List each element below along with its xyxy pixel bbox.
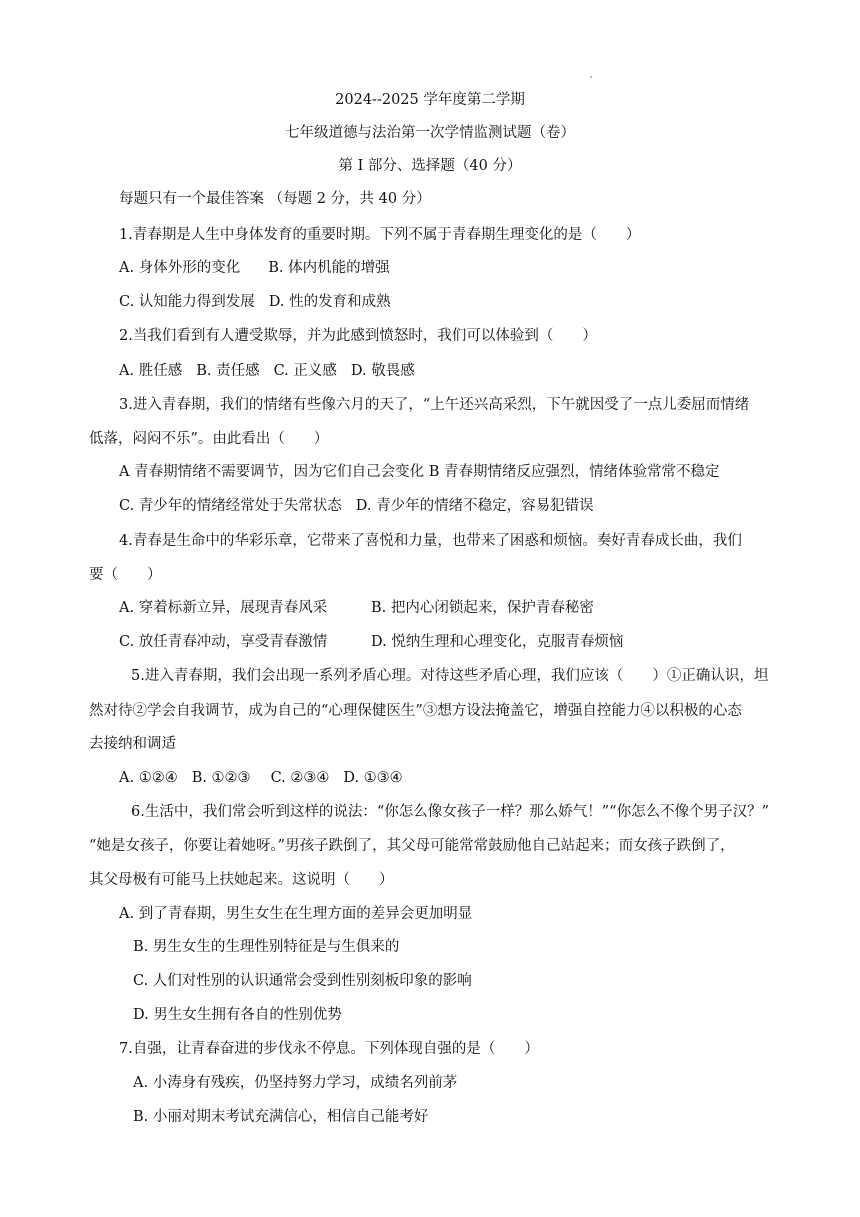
question-3-stem-line-1: 3.进入青春期，我们的情绪有些像六月的天了，“上午还兴高采烈，下午就因受了一点儿委屈而情绪 [119,397,750,413]
question-6-stem-line-3: 其父母极有可能马上扶她起来。这说明（ ） [89,872,394,888]
question-4-options-row-2 [119,632,623,652]
question-3-stem-line-2: 低落，闷闷不乐”。由此看出（ ） [89,431,329,447]
question-4-options-row-1 [119,598,594,618]
question-4-stem-line-2: 要（ ） [89,567,162,583]
question-6-option-d: D. 男生女生拥有各自的性别优势 [133,1007,342,1023]
option-a-b: A 青春期情绪不需要调节，因为它们自己会变化 B 青春期情绪反应强烈，情绪体验常常不稳定 [119,464,720,480]
instruction-text: 每题只有一个最佳答案 （每题 2 分，共 40 分） [119,191,431,207]
question-6-stem-line-2: “她是女孩子，你要让着她呀。”男孩子跌倒了，其父母可能常常鼓励他自己站起来；而女孩子跌倒了， [89,838,735,854]
option-c: C. 正义感 [273,363,337,379]
question-3-options-row-2 [119,496,594,516]
question-6-option-a: A. 到了青春期，男生女生在生理方面的差异会更加明显 [119,906,473,922]
question-4-stem-line-1: 4.青春是生命中的华彩乐章，它带来了喜悦和力量，也带来了困惑和烦恼。奏好青春成长曲，我们 [119,533,742,549]
option-d: D. 性的发育和成熟 [268,294,391,310]
question-5-stem-line-3: 去接纳和调适 [89,736,176,752]
question-7-stem: 7.自强，让青春奋进的步伐永不停息。下列体现自强的是（ ） [119,1041,539,1057]
option-a: A. ①②④ [119,770,178,786]
question-1-stem: 1.青春期是人生中身体发育的重要时期。下列不属于青春期生理变化的是（ ） [119,227,641,243]
option-c: C. 青少年的情绪经常处于失常状态 [119,498,342,514]
question-6-stem-line-1: 6.生活中，我们常会听到这样的说法：“你怎么像女孩子一样？那么娇气！”“你怎么不像个男子汉？” [131,804,769,820]
option-b: B. 把内心闭锁起来，保护青春秘密 [371,600,594,616]
question-6-option-c: C. 人们对性别的认识通常会受到性别刻板印象的影响 [133,973,472,989]
exam-title: 七年级道德与法治第一次学情监测试题（卷） [285,125,575,141]
question-5-options-row-1 [119,768,403,788]
scan-speck [590,76,592,78]
question-3-options-row-1 [119,462,719,482]
question-7-option-a: A. 小涛身有残疾，仍坚持努力学习，成绩名列前茅 [133,1075,458,1091]
option-a: A. 胜任感 [119,363,183,379]
option-d: D. 悦纳生理和心理变化，克服青春烦恼 [371,634,624,650]
question-2-options-row-1 [119,361,415,381]
option-c: C. ②③④ [270,770,330,786]
question-6-option-b: B. 男生女生的生理性别特征是与生俱来的 [133,939,400,955]
section-title: 第 I 部分、选择题（40 分） [338,158,522,174]
question-1-options-row-2 [119,292,391,312]
option-b: B. 责任感 [196,363,260,379]
option-d: D. 青少年的情绪不稳定，容易犯错误 [355,498,594,514]
exam-term-title: 2024--2025 学年度第二学期 [335,92,525,108]
option-d: D. 敬畏感 [350,363,415,379]
option-a: A. 穿着标新立异，展现青春风采 [119,600,328,616]
option-c: C. 放任青春冲动，享受青春激情 [119,634,328,650]
option-a: A. 身体外形的变化 [119,260,241,276]
question-5-stem-line-1: 5.进入青春期，我们会出现一系列矛盾心理。对待这些矛盾心理，我们应该（ ）①正确认识，坦 [131,668,769,684]
question-1-options-row-1 [119,258,390,278]
question-5-stem-line-2: 然对待②学会自我调节，成为自己的“心理保健医生”③想方设法掩盖它，增强自控能力④以积极的心态 [89,703,742,719]
option-c: C. 认知能力得到发展 [119,294,255,310]
option-b: B. ①②③ [191,770,251,786]
option-b: B. 体内机能的增强 [268,260,390,276]
option-d: D. ①③④ [343,770,403,786]
question-2-stem: 2.当我们看到有人遭受欺辱，并为此感到愤怒时，我们可以体验到（ ） [119,328,597,344]
question-7-option-b: B. 小丽对期末考试充满信心，相信自己能考好 [133,1109,429,1125]
